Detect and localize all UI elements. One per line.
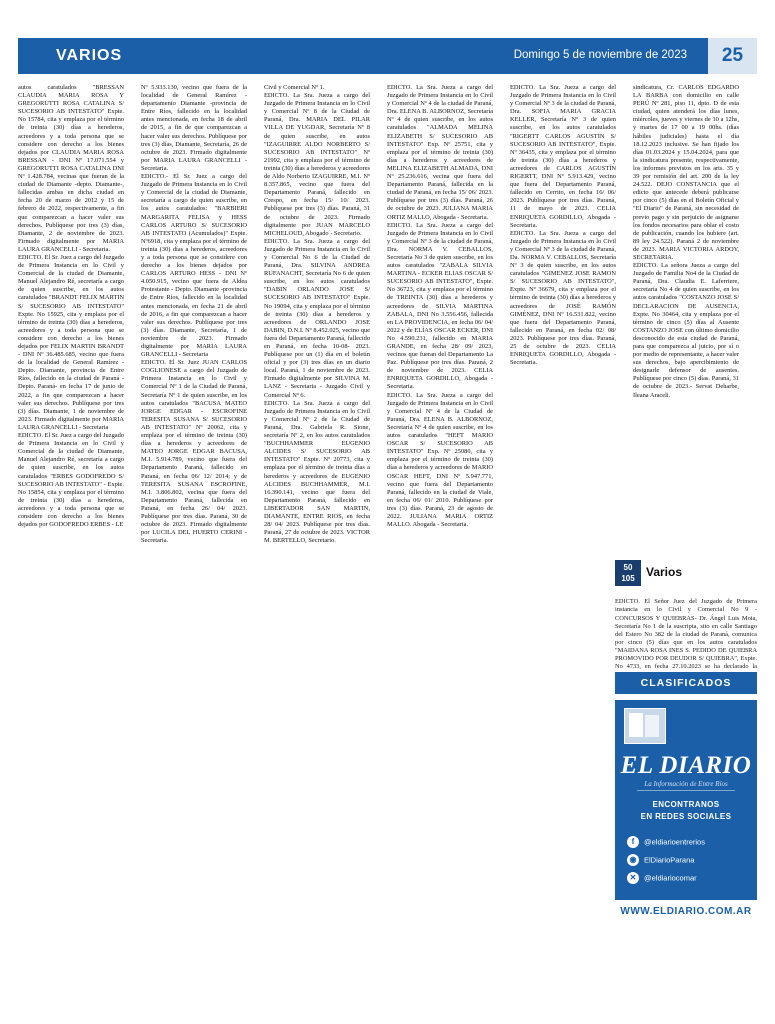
- clasificados-banner: [615, 672, 757, 694]
- text-column-1: [18, 84, 124, 1004]
- notice-paragraph: EDICTO. El Señor Juez del Juzgado de Primera instancia en lo Civil y Comercial No 9 - CONCURSOS Y QUIEBRAS- Dr. Ángel Luis Moia, Secretaría No 1 de la suscripta, sito en calle Santiago del Estero No 382 de la ciudad de Paraná, comunica por cinco (5) días que en los autos caratulados "MAIDANA ROSA INES S. PEDIDO DE QUIEBRA PROMOVIDO POR DEUDOR S/ QUIEBRA", Expte. No 4733, en fecha 27.10.2023 se ha declarado la: [615, 598, 757, 670]
- section-title: VARIOS: [56, 47, 123, 64]
- advertisement-block: [615, 672, 757, 1004]
- divider: [637, 790, 735, 791]
- text-column-4: [387, 84, 493, 1004]
- page-header: [18, 38, 757, 74]
- text-column-5: [510, 84, 616, 1004]
- badge-code: [615, 560, 641, 586]
- text-column-3: [264, 84, 370, 1004]
- el-diario-tagline: La Información de Entre Ríos: [644, 780, 728, 788]
- text-column-2: [141, 84, 247, 1004]
- notice-paragraph: EDICTO. La Sra. Jueza a cargo del Juzgado de Primera Instancia en lo Civil y Comercial Nº 4 de la Ciudad de Paraná, Dra. ELENA B. ALBORNOZ, Secretaría Nº 4 de quien suscribe, en los autos caratulados "HEFT MARIO OSCAR S/ SUCESORIO AB INTESTATO" Exp. Nº 25080, cita y emplaza por el término de treinta (30) días a herederos y acreedores de MARIO OSCAR HEFT, DNI Nº 5.947.771, vecino que fuera del Departamento Paraná, fallecido en la ciudad de Viale, en fecha 06/ 01/ 2010. Publíquese por tres (3) días. Paraná, 23 de agosto de 2022. JULIANA MARIA ORTIZ MALLO. Abogada - Secretaria.: [387, 391, 493, 529]
- varios-badge: [615, 560, 757, 586]
- notice-paragraph: EDICTO. La Sra. Jueza a cargo del Juzgado de Primera Instancia en lo Civil y Comercial Nº 8 de la Ciudad de Paraná, Dra. MARIA DEL PILAR VILLA DE YUGDAR, Secretaría Nº 8 de quien suscribe, en autos "IZAGUIRRE ALDO NORBERTO S/ SUCESORIO AB INTESTATO" Nº 21992, cita y emplaza por el término de treinta (30) días a herederos y acreedores de Aldo Norberto IZAGUIRRE, M.I. Nº 8.357.865, vecino que fuera del Departamento Paraná, fallecido en Crespo, en fecha 15/ 10/ 2023. Publíquese por tres (3) días. Paraná, 31 de octubre de 2023. Firmado digitalmente por JUAN MARCELO MICHELOUD, Abogado - Secretario.: [264, 92, 370, 237]
- notice-paragraph: EDICTO.- El Sr. Juez a cargo del Juzgado de Primera Instancia en lo Civil y Comercial de la ciudad de Diamante, secretaría a cargo de quien suscribe, en los autos caratulados: "BARBIERI MARGARITA FELISA y HESS CARLOS ARTURO S/ SUCESORIO AB INTESTATO (Acumulados)" Expte. Nº6918, cita y emplaza por el término de treinta (30) días a herederos, acreedores y a toda persona que se considere con derecho a los bienes dejados por CARLOS ARTURO HESS - DNI Nº 4.050.915, vecino que fuera de Aldea Protestante - Depto. Diamante -provincia de Entre Ríos, fallecido en la localidad antes mencionada, en fecha 21 de abril de 2016, a fin que comparezcan a hacer valer sus derechos. Publíquese por tres (3) días. Diamante, Secretaría, 1 de noviembre de 2023. Firmado digitalmente por MARIA LAURA GRANCELLI - Secretaria: [141, 173, 247, 359]
- notice-paragraph: EDICTO. La Sra. Jueza a cargo del Juzgado de Primera Instancia en lo Civil y Comercial Nº 3 de la ciudad de Paraná, Dra. SOFIA MARIA GRACIA KELLER, Secretaría Nº 3 de quien suscribe, en los autos caratulados "RIGERTT CARLOS AGUSTIN S/ SUCESORIO AB INTESTATO", Expte. Nº 36435, cita y emplaza por el término de treinta (30) días a herederos y acreedores de CARLOS AGUSTÍN RIGERTT, DNI Nº 5.913.429, vecino que fuera del Departamento Paraná, fallecido en Cerrito, en fecha 16/ 06/ 2023. Publíquese por tres días. Paraná, 11 de mayo de 2023. CELIA ENRIQUETA GORDILLO, Abogada - Secretaria.: [510, 84, 616, 229]
- website-link[interactable]: WWW.ELDIARIO.COM.AR: [620, 906, 752, 917]
- notice-paragraph: EDICTO. El Sr. Juez a cargo del Juzgado de Primera Instancia en lo Civil y Comercial de la ciudad de Diamante, Manuel Alejandro Ré, secretaría a cargo de quien suscribe, en los autos caratulados "BRANDT FELIX MARTIN S/ SUCESORIO AB INTESTATO" Expte. No 15925, cita y emplaza por el término de treinta (30) días a herederos, acreedores y a toda persona que se considere con derecho a los bienes dejados por FELIX MARTIN BRANDT - DNI Nº 36.485.685, vecino que fuera de la localidad de General Ramírez - Depto. Diamante, provincia de Entre Ríos, fallecido en la ciudad de Paraná -Depto. Paraná- en fecha 17 de junio de 2022, a fin que comparezcan a hacer valer sus derechos. Publíquese por tres (3) días. Diamante, 1 de noviembre de 2023. Firmado digitalmente por MARIA LAURA GRANCELLI - Secretaria: [18, 253, 124, 431]
- notice-paragraph: Civil y Comercial Nº 1.: [264, 84, 325, 91]
- notice-paragraph: EDICTO. La Sra. Jueza a cargo del Juzgado de Primera Instancia en lo Civil y Comercial Nº 4 de la ciudad de Paraná, Dra. ELENA B. ALBORNOZ, Secretaría Nº 4 de quien suscribe, en los autos caratulados "ALMADA MELINA ELIZABETH S/ SUCESORIO AB INTESTATO" Exp. Nº 25751, cita y emplaza por el término de treinta (30) días a herederos y acreedores de MELINA ELIZABETH ALMADA, DNI Nº 25.236.616, vecina que fuera del Departamento Paraná, fallecida en la ciudad de Paraná, en fecha 15/ 06/ 2023. Publíquese por tres (3) días. Paraná, 26 de octubre de 2023. JULIANA MARIA ORTIZ MALLO, Abogada - Secretaria.: [387, 84, 493, 221]
- ad-tagline-line2: EN REDES SOCIALES: [640, 812, 732, 821]
- badge-label: Varios: [646, 565, 683, 579]
- notice-paragraph: EDICTO. La señora Jueza a cargo del Juzgado de Familia No4 de la Ciudad de Paraná, Dra. Claudia E. Laferriere, secretaría No 4 de quien suscribe, en los autos caratulados "COSTANZO JOSE S/ DECLARACION DE AUSENCIA, Expte. No 30464, cita y emplaza por el término de cinco (5) días al Ausente COSTANZO JOSE con último domicilio desconocido de esta ciudad de Paraná, para que comparezca al juicio, por sí o por medio de representante, a hacer valer sus derechos, bajo apercibimiento de designarle defensor de ausentes. Publíquese por cinco (5) días. Paraná, 31 de octubre de 2023.- Servat Deharbe, Ileana Araceli.: [633, 262, 739, 399]
- notice-paragraph: sindicatura, Cr. CARLOS EDGARDO LA BARBA con domicilio en calle PERÚ Nº 281, piso 11, dpto. D de esta ciudad, quien atenderá los días lunes, miércoles, jueves y viernes de 10 a 12hs, y martes de 17 00 a 19 00hs. (días hábiles judiciales) hasta el día 18.12.2023 inclusive. Se han fijado los días 01.03.2024 y 15.04.2024, para que la sindicatura presente, respectivamente, los informes previstos en los arts. 35 y 39 por remisión del art. 200 de la ley 24.522. DEJO CONSTANCIA que el edicto que antecede deberá publicarse por cinco (5) días en el Boletín Oficial y "El Diario" de Paraná, sin necesidad de previo pago y sin perjuicio de asignarse los fondos necesarios para oblar el costo de publicación, cuando los hubiere (art. 89 ley 24.522). Paraná 2 de noviembre de 2023. MARIA VICTORIA ARDOY, SECRETARIA.: [633, 84, 739, 261]
- notice-paragraph: EDICTO. El Sr. Juez a cargo del Juzgado de Primera Instancia en lo Civil y Comercial de la ciudad de Diamante, Manuel Alejandro Ré, secretaría a cargo de quien suscribe, en los autos caratulados "ERBES GODOFREDO S/ SUCESORIO AB INTESTATO" - Expte. No 15854, cita y emplaza por el término de treinta (30) días a herederos, acreedores y a toda persona que se considere con derecho a los bienes dejados por GODOFREDO ERBES - LE: [18, 432, 124, 529]
- instagram-icon: ◉: [627, 854, 639, 866]
- instagram-handle: ElDiarioParana: [644, 855, 695, 865]
- social-link-twitter[interactable]: [627, 872, 757, 886]
- notice-paragraph: EDICTO. La Sra. Jueza a cargo del Juzgado de Primera Instancia en lo Civil y Comercial Nº 2 de la Ciudad de Paraná, Dra. Gabriela R. Sione, secretaría Nº 2, en los autos caratulados "BUCHHAMMER EUGENIO ALCIDES S/ SUCESORIO AB INTESTATO" Expte. Nº 20773, cita y emplaza por el término de treinta días a herederos y acreedores de EUGENIO ALCIDES BUCHHAMMER, M.I. 16.390.141, vecino que fuera del Departamento Paraná, fallecido en LIBERTADOR SAN MARTIN, DIAMANTE, ENTRE RIOS, en fecha 28/ 04/ 2023. Publíquese por tres días. Paraná, 27 de octubre de 2023. VICTOR M. BERTELLO, Secretario.: [264, 399, 370, 545]
- badge-code-line2: 105: [621, 574, 635, 583]
- social-link-facebook[interactable]: [627, 836, 757, 850]
- el-diario-ad[interactable]: [615, 700, 757, 900]
- notice-paragraph: autos caratulados "BRESSAN CLAUDIA MARIA ROSA Y GREGORUTTI ROSA CATALINA S/ SUCESORIO AB INTESTATO" Expte. No 15784, cita y emplaza por el término de treinta (30) días a herederos, acreedores y a toda persona que se considere con derecho a los bienes dejados por CLAUDIA MARIA ROSA BRESSAN - DNI Nº 17.071.554 y GREGORUTTI ROSA CATALINA DNI Nº 1.428.784, vecinas que fueran de la ciudad de Diamante -depto. Diamante-, fallecidas ambas en dicha ciudad en fecha 20 de marzo de 2012 y 15 de febrero de 2022, respectivamente, a fin que comparezcan a hacer valer sus derechos. Publíquese por tres (3) días, Diamante, 2 de noviembre de 2023. Firmado digitalmente por MARIA LAURA GRANCELLI - Secretaria.: [18, 84, 124, 253]
- publication-date: Domingo 5 de noviembre de 2023: [513, 49, 687, 61]
- el-diario-logo: EL DIARIO: [620, 752, 752, 779]
- notice-paragraph: EDICTO. La Sra. Jueza a cargo del Juzgado de Primera Instancia en lo Civil y Comercial Nº 3 de la ciudad de Paraná, Dra. NORMA V. CEBALLOS, Secretaría No 3 de quien suscribe, en los autos caratulados "ZABALA SILVIA MARTINA - ECKER ELIAS OSCAR S/ SUCESORIO AB INTESTATO", Expte. No 36723, cita y emplaza por el término de TREINTA (30) días a herederos y acreedores de SILVIA MARTINA ZABALA, DNI No 3.556.456, fallecida en LA PROVIDENCIA, en fecha 06/ 04/ 2022 y de ELÍAS OSCAR ECKER, DNI No 4.590.231, fallecido en MARIA GRANDE, en fecha 28/ 09/ 2023, vecinos que fueran del Departamento La Paz. Publíquese por tres días. Paraná, 2 de noviembre de 2023. CELIA ENRIQUETA GORDILLO, Abogada - Secretaria.: [387, 221, 493, 391]
- text-column-6-tail: [615, 592, 757, 670]
- badge-code-line1: 50: [623, 563, 633, 572]
- notice-paragraph: EDICTO. El Sr. Juez JUAN CARLOS COGLIONESE a cargo del Juzgado de Primera Instancia en lo Civil y Comercial Nº 1 de la Ciudad de Paraná, Secretaría Nº 1 de quien suscribe, en los autos caratulados "BACUSA MATEO JORGE EDGAR - ESCROFINE TERESITA SUSANA S/ SUCESORIO AB INTESTATO" Nº 20062, cita y emplaza por el término de treinta (30) días a herederos y acreedores de MATEO JORGE EDGAR BACUSA, M.I. 5.914.789, vecino que fuera del Departamento Paraná, fallecido en Paraná, en fecha 06/ 12/ 2014; y de TERESITA SUSANA ESCROFINE, M.I. 3.806.802, vecina que fuera del Departamento Paraná, fallecida en Paraná, en fecha 26/ 04/ 2023. Publíquese por tres días. Paraná, 30 de octubre de 2023. Firmado digitalmente por LUCILA DEL HUERTO CERINI - Secretaria.: [141, 359, 247, 545]
- page-number: 25: [721, 45, 744, 66]
- notice-paragraph: EDICTO. La Sra. Jueza a cargo del Juzgado de Primera Instancia en lo Civil y Comercial Nº 3 de la ciudad de Paraná, Da. NORMA V. CEBALLOS, Secretaría Nº 3 de quien suscribe, en los autos caratulados "GIMENEZ JOSE RAMON S/ SUCESORIO AB INTESTATO", Expte. Nº 36679, cita y emplaza por el término de treinta (30) días a herederos y acreedores de JOSÉ RAMÓN GIMÉNEZ, DNI Nº 16.531.822, vecino que fuera del Departamento Paraná, fallecido en Paraná, en fecha 02/ 08/ 2023. Publíquese por tres días. Paraná, 25 de octubre de 2023. CELIA ENRIQUETA GORDILLO, Abogada - Secretaria.: [510, 229, 616, 367]
- social-link-instagram[interactable]: [627, 854, 757, 868]
- facebook-icon: f: [627, 836, 639, 848]
- clasificados-label: CLASIFICADOS: [640, 677, 732, 689]
- facebook-handle: @eldiarioentrerios: [644, 837, 705, 847]
- notice-paragraph: Nº 5.933.130, vecino que fuera de la localidad de General Ramírez - departamento Diamante -provincia de Entre Ríos, fallecido en la localidad antes mencionada, en fecha 18 de abril de 2015, a fin de que comparezcan a hacer valer sus derechos. Publíquese por tres (3) días, Diamante, Secretaría, 26 de octubre de 2023. Firmado digitalmente por MARIA LAURA GRANCELLI - Secretaria.: [141, 84, 247, 172]
- twitter-handle: @eldiariocomar: [644, 873, 697, 883]
- ad-tagline-line1: ENCONTRANOS: [652, 800, 720, 809]
- notice-paragraph: EDICTO. La Sra. Jueza a cargo del Juzgado de Primera Instancia en lo Civil y Comercial No 6 de la Ciudad de Paraná, Dra. SILVINA ANDREA RUFANACHT, Secretaría No 6 de quien suscribe, en los autos caratulados "DABIN ORLANDO JOSE S/ SUCESORIO AB INTESTATO" Expte. No 19094, cita y emplaza por el término de treinta (30) días a herederos y acreedores de ORLANDO JOSE DABIN, D.N.I. Nº 8.452.025, vecino que fuera del Departamento Paraná, fallecido en Paraná, en fecha 10-08- 2023. Publíquese por un (1) día en el boletín oficial y por (3) tres días en un diario local. Paraná, 1 de noviembre de 2023. Firmado digitalmente por SILVINA M. LANZ - Secretaria - Juzgado Civil y Comercial Nº 6.: [264, 237, 370, 399]
- twitter-icon: ✕: [627, 872, 639, 884]
- newspaper-thumbnail-icon: [624, 708, 666, 744]
